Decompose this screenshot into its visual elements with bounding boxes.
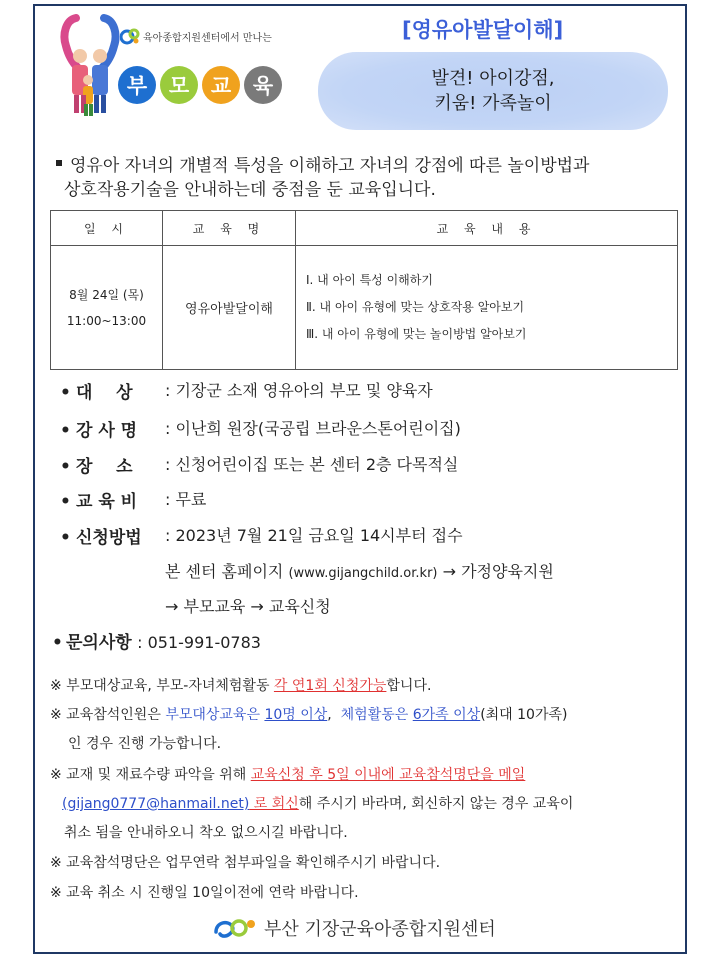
footer-org-name: 부산 기장군육아종합지원센터 [264, 919, 496, 940]
center-caption [120, 26, 272, 46]
note-2-text: ※ 교육참석인원은 [50, 707, 166, 723]
bullet: • [60, 492, 71, 512]
fee-value: : 무료 [165, 490, 207, 509]
cell-datetime [51, 246, 163, 370]
header-course-name: 교 육 명 [163, 211, 296, 246]
footer [212, 914, 496, 942]
detail-instructor [60, 416, 137, 441]
note-1-text: ※ 부모대상교육, 부모-자녀체험활동 [50, 678, 274, 694]
contact-value: : 051-991-0783 [137, 633, 261, 652]
note-1-highlight: 각 연1회 신청가능 [273, 678, 387, 694]
detail-place [60, 452, 133, 477]
cell-course-content [296, 246, 678, 370]
target-value: : 기장군 소재 영유아의 부모 및 양육자 [165, 381, 433, 400]
detail-fee [60, 487, 137, 512]
slogan-bubble [318, 52, 668, 130]
note-2-parent: 부모대상교육은 [165, 707, 265, 723]
note-3 [50, 764, 525, 784]
bullet: • [52, 633, 63, 653]
bullet: • [60, 421, 71, 441]
course-date: 8월 24일 (목) [69, 287, 144, 302]
program-badge-1: 부 [118, 66, 156, 104]
slogan-line-2: 키움! 가족놀이 [434, 93, 552, 114]
email-link[interactable]: (gijang0777@hanmail.net) [62, 796, 250, 812]
intro-line-2: 상호작용기술을 안내하는데 중점을 둔 교육입니다. [64, 180, 436, 200]
bullet: • [60, 457, 71, 477]
intro-text [56, 154, 676, 202]
header-datetime: 일 시 [51, 211, 163, 246]
note-2-max: (최대 10가족) [480, 707, 568, 723]
note-5: ※ 교육 취소 시 진행일 10일이전에 연락 바랍니다. [50, 885, 359, 901]
intro-line-1: 영유아 자녀의 개별적 특성을 이해하고 자녀의 강점에 따른 놀이방법과 [70, 156, 590, 176]
place-label: 장 소 [76, 457, 133, 477]
program-badges [118, 66, 282, 104]
topic-title: [영유아발달이해] [402, 18, 564, 42]
fee-label: 교 육 비 [76, 492, 138, 512]
note-3-tail: 해 주시기 바라며, 회신하지 않는 경우 교육이 [298, 796, 574, 812]
note-2-activity: 체험활동은 [340, 707, 413, 723]
apply-line-3: → 부모교육 → 교육신청 [165, 597, 331, 616]
schedule-table [50, 210, 678, 370]
square-bullet-icon [56, 160, 62, 166]
place-value: : 신청어린이집 또는 본 센터 2층 다목적실 [165, 455, 459, 474]
note-1-tail: 합니다. [386, 678, 432, 694]
bullet: • [60, 528, 71, 548]
program-badge-3: 교 [202, 66, 240, 104]
cell-course-name: 영유아발달이해 [163, 246, 296, 370]
content-item-2: Ⅱ. 내 아이 유형에 맞는 상호작용 알아보기 [306, 300, 525, 314]
detail-apply [60, 523, 142, 548]
apply-homepage: 본 센터 홈페이지 [165, 562, 284, 581]
detail-target [60, 378, 133, 403]
center-caption-text: 육아종합지원센터에서 만나는 [143, 32, 272, 44]
note-2-line-2: 인 경우 진행 가능합니다. [68, 736, 222, 752]
note-3-reply: 로 회신 [249, 796, 299, 812]
bullet: • [60, 383, 71, 403]
center-swirl-logo-icon [212, 914, 258, 942]
note-2-comma: , [327, 707, 341, 723]
apply-label: 신청방법 [76, 528, 142, 548]
header-course-content: 교 육 내 용 [296, 211, 678, 246]
note-2-parent-min: 10명 이상 [264, 707, 328, 723]
contact-label: 문의사항 [66, 633, 132, 653]
target-label: 대 상 [76, 383, 133, 403]
course-time: 11:00~13:00 [66, 313, 147, 328]
note-1 [50, 675, 431, 695]
slogan-line-1: 발견! 아이강점, [431, 68, 555, 89]
family-illustration-icon [58, 10, 120, 118]
note-4: ※ 교육참석명단은 업무연락 첨부파일을 확인해주시기 바랍니다. [50, 855, 441, 871]
note-3-line-3: 취소 됨을 안내하오니 착오 없으시길 바랍니다. [64, 825, 348, 841]
note-2-activity-min: 6가족 이상 [412, 707, 481, 723]
note-3-line-2 [62, 793, 573, 813]
center-swirl-logo-icon [120, 26, 140, 46]
note-2 [50, 704, 567, 724]
homepage-url-link[interactable]: (www.gijangchild.or.kr) [288, 566, 438, 581]
content-item-1: Ⅰ. 내 아이 특성 이해하기 [306, 273, 433, 287]
detail-contact [52, 628, 261, 653]
note-3-text: ※ 교재 및 재료수량 파악을 위해 [50, 767, 251, 783]
program-badge-2: 모 [160, 66, 198, 104]
apply-value: : 2023년 7월 21일 금요일 14시부터 접수 [165, 526, 463, 545]
program-badge-4: 육 [244, 66, 282, 104]
apply-path-1: → 가정양육지원 [442, 562, 554, 581]
note-3-highlight: 교육신청 후 5일 이내에 교육참석명단을 메일 [250, 767, 526, 783]
content-item-3: Ⅲ. 내 아이 유형에 맞는 놀이방법 알아보기 [306, 327, 527, 341]
instructor-value: : 이난희 원장(국공립 브라운스톤어린이집) [165, 419, 461, 438]
instructor-label: 강 사 명 [76, 421, 138, 441]
apply-line-2 [165, 559, 554, 582]
